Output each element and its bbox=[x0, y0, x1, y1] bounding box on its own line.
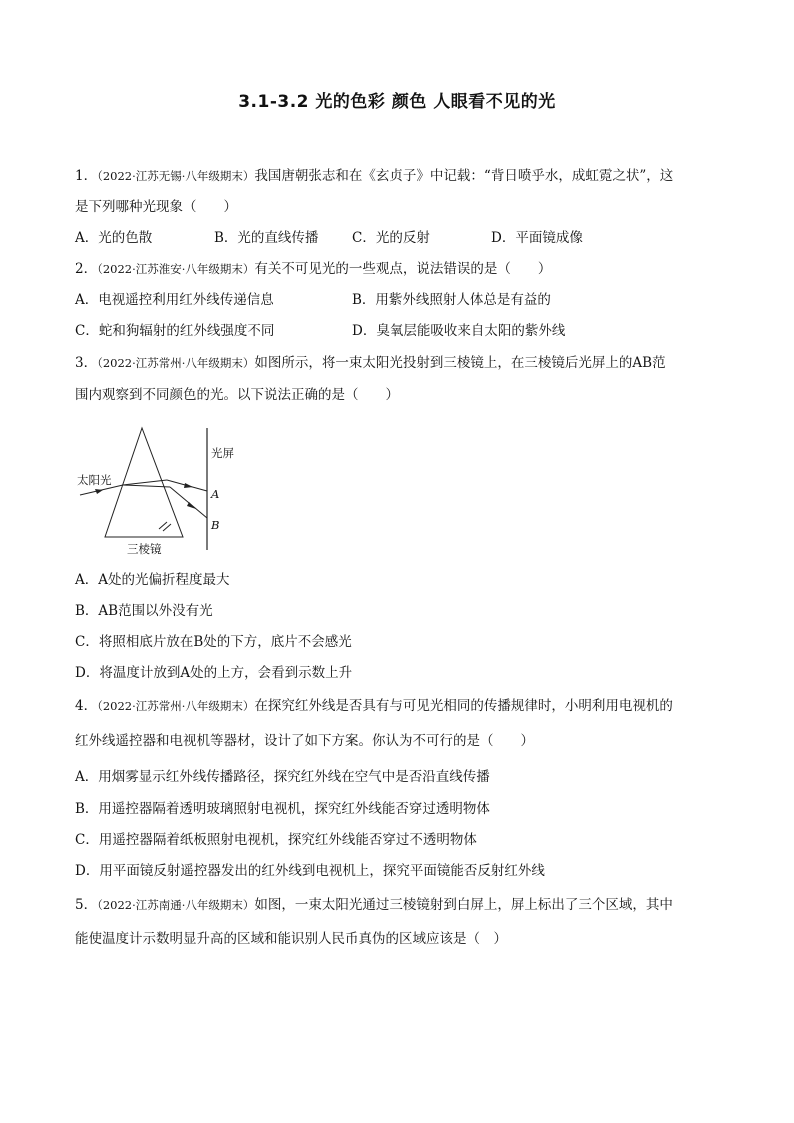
question-source: （2022·江苏南通·八年级期末） bbox=[97, 898, 255, 912]
q1-option-a: A．光的色散 bbox=[75, 230, 153, 246]
question-number: 4． bbox=[75, 698, 98, 714]
q4-option-d: D．用平面镜反射遥控器发出的红外线到电视机上，探究平面镜能否反射红外线 bbox=[75, 863, 545, 879]
question-source: （2022·江苏常州·八年级期末） bbox=[97, 699, 255, 713]
q3-option-c: C．将照相底片放在B处的下方，底片不会感光 bbox=[75, 634, 352, 650]
question-text: 有关不可见光的一些观点，说法错误的是（ ） bbox=[254, 261, 552, 277]
question-number: 3． bbox=[75, 355, 98, 371]
q1-option-c: C．光的反射 bbox=[352, 230, 430, 246]
q2-option-c: C．蛇和狗辐射的红外线强度不同 bbox=[75, 323, 275, 339]
question-text: 如图所示，将一束太阳光投射到三棱镜上，在三棱镜后光屏上的AB范 bbox=[254, 355, 666, 371]
q4-option-a: A．用烟雾显示红外线传播路径，探究红外线在空气中是否沿直线传播 bbox=[75, 769, 490, 785]
question-source: （2022·江苏常州·八年级期末） bbox=[97, 356, 255, 370]
question-4-stem bbox=[75, 697, 673, 715]
ray-to-b bbox=[170, 487, 207, 518]
question-1-stem bbox=[75, 167, 673, 185]
question-number: 2． bbox=[75, 261, 98, 277]
question-source: （2022·江苏无锡·八年级期末） bbox=[97, 169, 255, 183]
question-4-stem-cont: 红外线遥控器和电视机等器材，设计了如下方案。你认为不可行的是（ ） bbox=[75, 733, 534, 749]
question-number: 1． bbox=[75, 168, 98, 184]
arrow-head bbox=[187, 502, 196, 509]
question-text: 我国唐朝张志和在《玄贞子》中记载：“背日喷乎水，成虹霓之状”，这 bbox=[254, 168, 674, 184]
question-5-stem bbox=[75, 896, 673, 914]
label-b: B bbox=[211, 518, 220, 532]
q3-option-a: A．A处的光偏折程度最大 bbox=[75, 572, 230, 588]
q1-option-d: D．平面镜成像 bbox=[491, 230, 583, 246]
prism-figure bbox=[75, 425, 250, 560]
label-sun: 太阳光 bbox=[77, 473, 112, 487]
label-prism: 三棱镜 bbox=[127, 542, 162, 556]
q3-option-d: D．将温度计放到A处的上方，会看到示数上升 bbox=[75, 665, 353, 681]
inner-ray-top bbox=[123, 480, 167, 485]
q4-option-b: B．用遥控器隔着透明玻璃照射电视机，探究红外线能否穿过透明物体 bbox=[75, 801, 490, 817]
q2-option-a: A．电视遥控利用红外线传递信息 bbox=[75, 292, 274, 308]
question-text: 在探究红外线是否具有与可见光相同的传播规律时，小明利用电视机的 bbox=[254, 698, 673, 714]
question-5-stem-cont: 能使温度计示数明显升高的区域和能识别人民币真伪的区域应该是（ ） bbox=[75, 931, 507, 947]
q3-option-b: B．AB范围以外没有光 bbox=[75, 603, 213, 619]
label-a: A bbox=[211, 487, 220, 501]
question-1-stem-cont: 是下列哪种光现象（ ） bbox=[75, 199, 237, 215]
question-number: 5． bbox=[75, 897, 98, 913]
question-source: （2022·江苏淮安·八年级期末） bbox=[97, 262, 255, 276]
question-text: 如图，一束太阳光通过三棱镜射到白屏上，屏上标出了三个区域，其中 bbox=[254, 897, 673, 913]
page-title: 3.1-3.2 光的色彩 颜色 人眼看不见的光 bbox=[238, 92, 556, 112]
question-3-stem bbox=[75, 354, 666, 372]
q2-option-b: B．用紫外线照射人体总是有益的 bbox=[352, 292, 551, 308]
q2-option-d: D．臭氧层能吸收来自太阳的紫外线 bbox=[352, 323, 566, 339]
question-3-stem-cont: 围内观察到不同颜色的光。以下说法正确的是（ ） bbox=[75, 387, 399, 403]
q1-option-b: B．光的直线传播 bbox=[214, 230, 319, 246]
inner-ray-bottom bbox=[123, 485, 170, 487]
q4-option-c: C．用遥控器隔着纸板照射电视机，探究红外线能否穿过不透明物体 bbox=[75, 832, 477, 848]
label-screen: 光屏 bbox=[211, 446, 234, 460]
question-2-stem bbox=[75, 260, 551, 278]
